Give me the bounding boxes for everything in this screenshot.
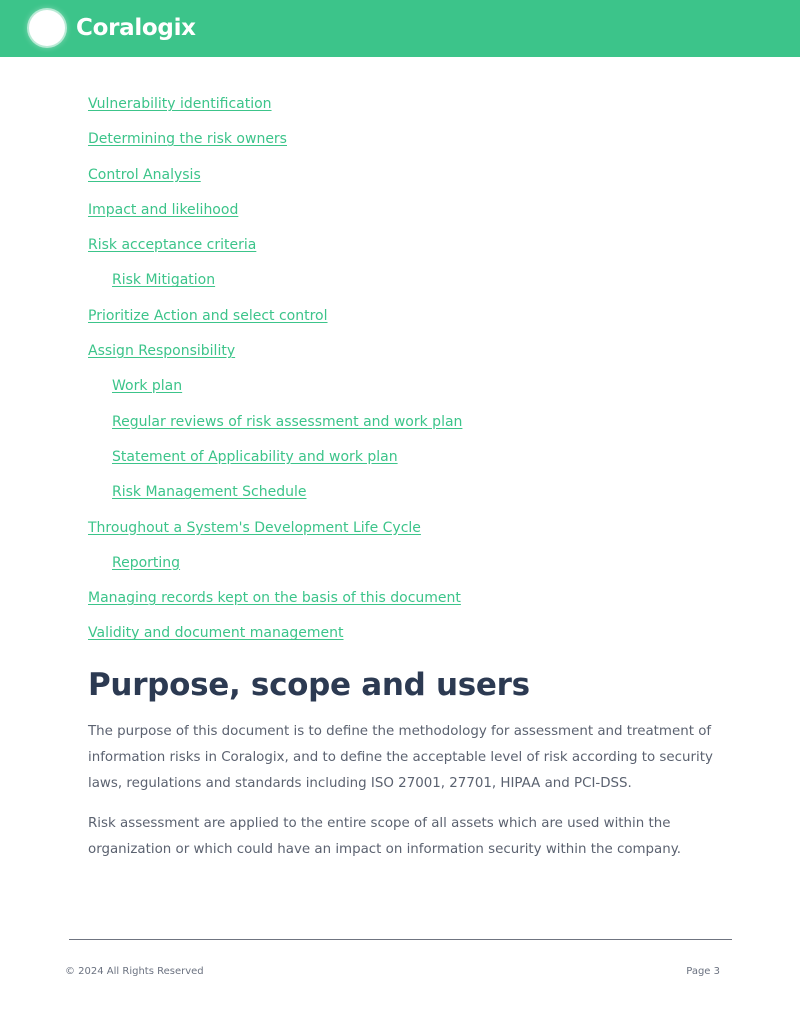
purpose-paragraph: The purpose of this document is to define the methodology for assessment and treatment of information risks in Coralogix, and to define the acceptable level of risk according to security laws, regulations and standards including ISO 27001, 27701, HIPAA and PCI-DSS. bbox=[88, 724, 713, 791]
coralogix-logo-icon bbox=[29, 10, 65, 46]
toc-link-work-plan[interactable]: Work plan bbox=[112, 378, 183, 395]
scope-paragraph: Risk assessment are applied to the entire scope of all assets which are used within the organization or which could have an impact on information security within the company. bbox=[88, 816, 682, 857]
toc-link-risk-management-schedule[interactable]: Risk Management Schedule bbox=[112, 484, 307, 501]
toc-link-risk-acceptance-criteria[interactable]: Risk acceptance criteria bbox=[88, 237, 257, 254]
page-header bbox=[0, 0, 800, 57]
toc-link-control-analysis[interactable]: Control Analysis bbox=[88, 166, 201, 183]
toc-link-validity-and-document-management[interactable]: Validity and document management bbox=[88, 625, 344, 642]
toc-link-reporting[interactable]: Reporting bbox=[112, 554, 181, 571]
toc-link-impact-and-likelihood[interactable]: Impact and likelihood bbox=[88, 201, 239, 218]
toc-link-statement-of-applicability[interactable]: Statement of Applicability and work plan bbox=[112, 448, 398, 465]
toc-link-vulnerability-identification[interactable]: Vulnerability identification bbox=[88, 96, 272, 112]
page-number: Page 3 bbox=[686, 966, 720, 977]
table-of-contents bbox=[88, 92, 462, 657]
toc-link-assign-responsibility[interactable]: Assign Responsibility bbox=[88, 343, 236, 360]
toc-link-risk-mitigation[interactable]: Risk Mitigation bbox=[112, 272, 216, 289]
toc-link-regular-reviews[interactable]: Regular reviews of risk assessment and work plan bbox=[112, 413, 463, 430]
copyright-text: © 2024 All Rights Reserved bbox=[65, 966, 204, 977]
toc-link-managing-records[interactable]: Managing records kept on the basis of this document bbox=[88, 590, 461, 607]
toc-link-development-life-cycle[interactable]: Throughout a System's Development Life Cycle bbox=[88, 519, 421, 536]
brand-name: Coralogix bbox=[76, 15, 196, 41]
toc-link-determining-risk-owners[interactable]: Determining the risk owners bbox=[88, 131, 287, 148]
footer-divider bbox=[69, 939, 732, 940]
toc-link-prioritize-action[interactable]: Prioritize Action and select control bbox=[88, 307, 328, 324]
section-heading: Purpose, scope and users bbox=[88, 667, 530, 703]
